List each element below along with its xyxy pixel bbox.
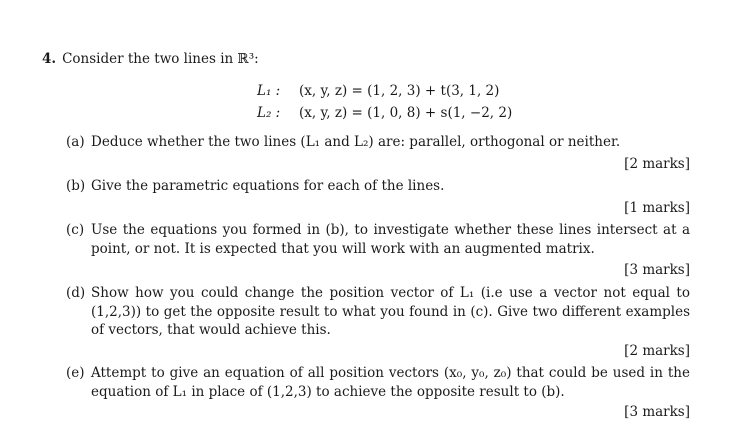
part-a-marks: [2 marks] xyxy=(624,156,690,172)
part-b xyxy=(66,177,690,196)
part-b-marks: [1 marks] xyxy=(624,200,690,216)
part-a-text: Deduce whether the two lines (L₁ and L₂) are: parallel, orthogonal or neither. xyxy=(91,134,621,150)
question-number: 4. xyxy=(42,51,57,67)
question-intro: Consider the two lines in ℝ³: xyxy=(62,51,259,67)
equation-l2-expression: (x, y, z) = (1, 0, 8) + s(1, −2, 2) xyxy=(299,105,513,121)
part-a xyxy=(66,133,690,152)
part-d-letter: (d) xyxy=(66,285,86,301)
part-e xyxy=(66,364,690,401)
part-a-letter: (a) xyxy=(66,134,85,150)
part-e-letter: (e) xyxy=(66,365,85,381)
part-b-text: Give the parametric equations for each of the lines. xyxy=(91,178,445,194)
part-b-letter: (b) xyxy=(66,178,86,194)
equation-l1-label: L₁ : xyxy=(257,83,281,99)
part-d xyxy=(66,284,690,340)
part-e-marks: [3 marks] xyxy=(624,404,690,420)
part-c-marks: [3 marks] xyxy=(624,262,690,278)
part-e-text: Attempt to give an equation of all position vectors (x₀, y₀, z₀) that could be used in the equation of L₁ in place of (1,2,3) to achieve the opposite result to (b). xyxy=(91,365,690,400)
part-c xyxy=(66,221,690,258)
part-d-marks: [2 marks] xyxy=(624,343,690,359)
question-heading xyxy=(42,51,259,67)
equation-l2 xyxy=(257,105,512,121)
equation-l2-label: L₂ : xyxy=(257,105,281,121)
part-c-text: Use the equations you formed in (b), to investigate whether these lines intersect at a point, or not. It is expected that you will work with an augmented matrix. xyxy=(91,222,690,257)
equation-l1 xyxy=(257,83,499,99)
part-d-text: Show how you could change the position vector of L₁ (i.e use a vector not equal to (1,2,3)) to get the opposite result to what you found in (c). Give two different examples of vectors, that would achieve this. xyxy=(91,285,690,338)
part-c-letter: (c) xyxy=(66,222,85,238)
equation-l1-expression: (x, y, z) = (1, 2, 3) + t(3, 1, 2) xyxy=(299,83,500,99)
